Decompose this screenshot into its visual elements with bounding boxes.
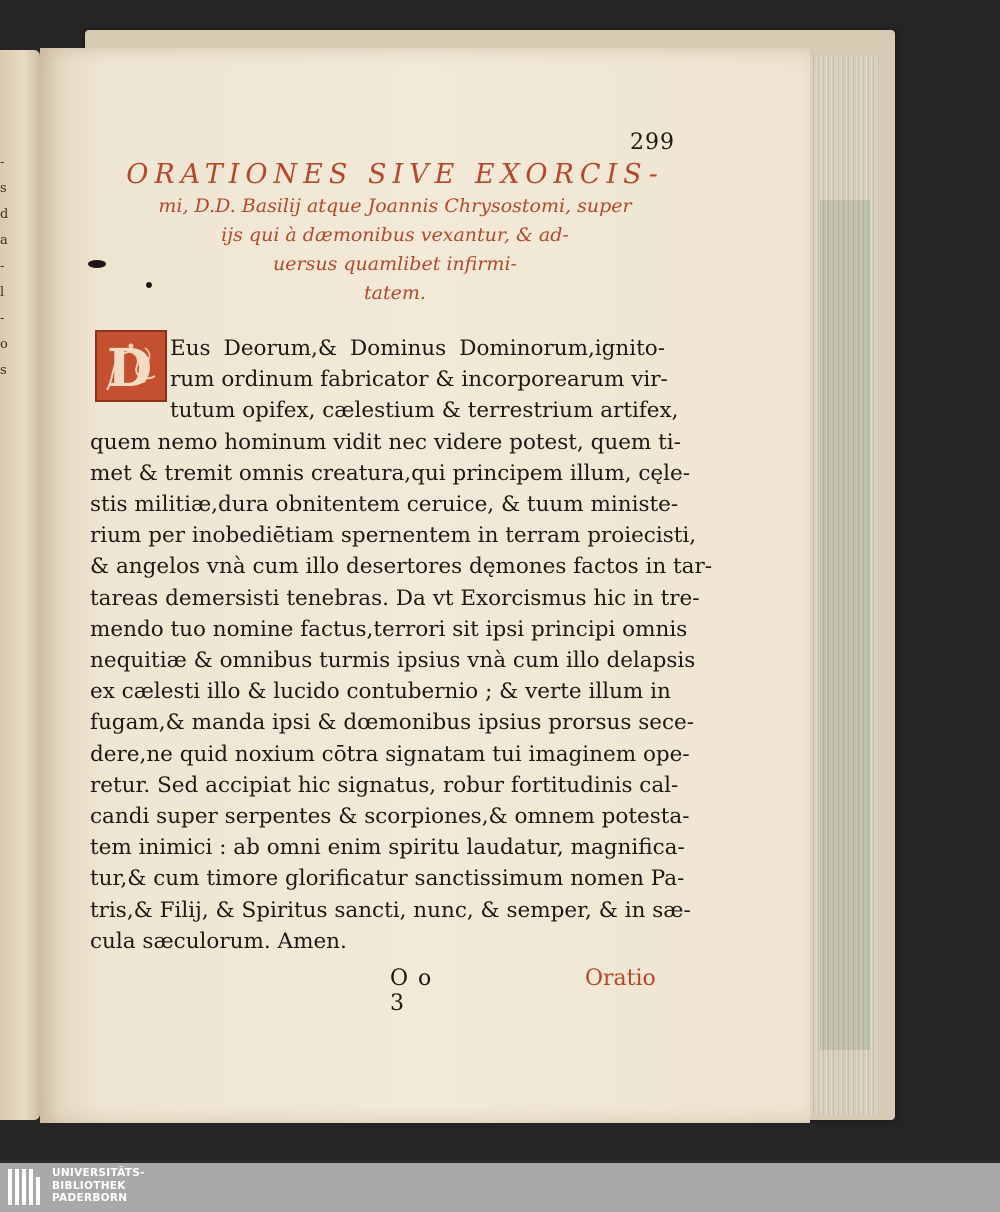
heading-line-1: ORATIONES SIVE EXORCIS- bbox=[126, 159, 664, 190]
body-line: tutum opifex, cælestium & terrestrium artifex, bbox=[170, 398, 679, 424]
library-logo-icon bbox=[8, 1169, 44, 1207]
body-line: rium per inobediētiam spernentem in terram proiecisti, bbox=[90, 523, 697, 549]
drop-cap-letter: D bbox=[107, 338, 153, 399]
body-line: & angelos vnà cum illo desertores dęmones factos in tar- bbox=[90, 554, 713, 580]
body-line: quem nemo hominum vidit nec videre potest, quem ti- bbox=[90, 429, 681, 455]
body-line: rum ordinum fabricator & incorporearum vir- bbox=[170, 367, 668, 393]
body-line: tem inimici : ab omni enim spiritu laudatur, magnifica- bbox=[90, 835, 685, 861]
ink-blot bbox=[88, 260, 106, 268]
body-line: fugam,& manda ipsi & dœmonibus ipsius prorsus sece- bbox=[90, 710, 695, 736]
body-line: candi super serpentes & scorpiones,& omnem potesta- bbox=[90, 804, 690, 830]
body-line: dere,ne quid noxium cōtra signatam tui imaginem ope- bbox=[90, 741, 690, 767]
body-line: tareas demersisti tenebras. Da vt Exorcismus hic in tre- bbox=[90, 585, 700, 611]
body-line: stis militiæ,dura obnitentem ceruice, & tuum ministe- bbox=[90, 492, 679, 518]
left-page-edge bbox=[0, 50, 40, 1120]
library-name-line-1: UNIVERSITÄTS- bbox=[52, 1167, 145, 1179]
ink-dot bbox=[146, 282, 152, 288]
body-line: cula sæculorum. Amen. bbox=[90, 928, 347, 954]
library-bar bbox=[0, 1163, 1000, 1212]
signature-mark: Oo 3 bbox=[390, 966, 442, 1016]
heading-line-2: mi, D.D. Basilij atque Joannis Chrysostomi, super bbox=[158, 195, 632, 217]
body-line: nequitiæ & omnibus turmis ipsius vnà cum illo delapsis bbox=[90, 648, 696, 674]
catchword: Oratio bbox=[585, 966, 656, 991]
left-page-fragments: - s d a - l - o s bbox=[0, 155, 9, 378]
body-line: retur. Sed accipiat hic signatus, robur fortitudinis cal- bbox=[90, 772, 679, 798]
heading-line-4: uersus quamlibet infirmi- bbox=[273, 253, 517, 275]
book-page bbox=[40, 48, 810, 1123]
body-line: mendo tuo nomine factus,terrori sit ipsi principi omnis bbox=[90, 616, 688, 642]
body-text bbox=[90, 333, 713, 957]
edge-stain bbox=[820, 200, 870, 1050]
page-number: 299 bbox=[630, 130, 675, 155]
body-line: tris,& Filij, & Spiritus sancti, nunc, & semper, & in sæ- bbox=[90, 897, 691, 923]
body-line: tur,& cum timore glorificatur sanctissimum nomen Pa- bbox=[90, 866, 685, 892]
heading bbox=[95, 158, 695, 308]
heading-line-3: ijs qui à dæmonibus vexantur, & ad- bbox=[221, 224, 569, 246]
library-name-line-2: BIBLIOTHEK bbox=[52, 1179, 126, 1192]
library-name-line-3: PADERBORN bbox=[52, 1192, 128, 1204]
library-name bbox=[52, 1167, 145, 1205]
body-line: Eus Deorum,& Dominus Dominorum,ignito- bbox=[170, 336, 665, 361]
body-line: met & tremit omnis creatura,qui principem illum, cęle- bbox=[90, 460, 691, 486]
body-line: ex cælesti illo & lucido contubernio ; & verte illum in bbox=[90, 679, 671, 705]
heading-line-5: tatem. bbox=[364, 282, 426, 304]
